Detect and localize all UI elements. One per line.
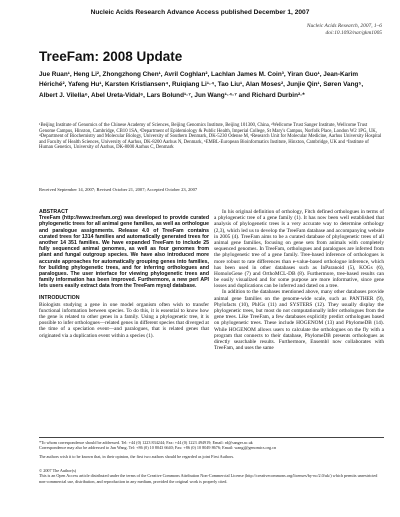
body-paragraph: In his original definition of orthology, Fitch defined orthologues in terms of a phylogenetic tree of a gene family (1). It has now been well established that analysis of phylogenetic trees is a very accurate way to determine orthology (2,3), which led us to develop the TreeFam database and accompanying website in 2005 (4). TreeFam aims to be a curated database of phylogenetic trees of all animal gene families, focusing on gene sets from animals with completely sequenced genomes. In TreeFam, orthologues and paralogues are inferred from the phylogenetic tree of a gene family. Tree-based inference of orthologues is more robust to rate differences than e-value-based orthologue inference, which has been used in other databases such as InParanoid (5), KOGs (6), HomoloGene (7) and OrthoMCL-DB (8). Furthermore, tree-based results can be easily visualized and for some purpose are more informative, since gene losses and duplications can be inferred and dated on a tree. — [214, 209, 384, 290]
author-list: Jue Ruan¹, Heng Li², Zhongzhong Chen¹, Avril Coghlan², Lachlan James M. Coin³, Yiran Guo¹, Jean-Karim Hériché², Yafeng Hu¹, Karsten Kristiansen⁴, Ruiqiang Li¹·⁴, Tao Liu¹, Alan Moses², Junjie Qin¹, Søren Vang⁵, Albert J. Vilella⁶, Abel Ureta-Vidal⁶, Lars Bolund¹·⁷, Jun Wang¹·⁴·⁷ and Richard Durbin²·* — [39, 71, 364, 99]
footnote-divider — [39, 437, 384, 438]
copyright-line: © 2007 The Author(s) — [39, 468, 77, 473]
footnote: *To whom correspondence should be addressed. Tel: +44 (0) 1223 834244; Fax: +44 (0) 1223 494919; Email: rd@sanger.ac.uk — [39, 440, 253, 445]
journal-citation — [307, 23, 382, 37]
introduction-text: Biologists studying a gene in one model organism often wish to transfer functional information between species. To do this, it is essential to know how the gene is related to other genes in a family. Using a phylogenetic tree, it is possible to infer orthologues—related genes in different species that diverged at the time of a speciation event—and paralogues, that is related genes that originated via a duplication event within a species (1). — [39, 301, 209, 339]
right-column — [214, 209, 384, 351]
journal-issue: Nucleic Acids Research, 2007, 1–6 — [306, 23, 382, 29]
abstract-heading: ABSTRACT — [39, 209, 69, 215]
abstract-text: TreeFam (http://www.treefam.org) was developed to provide curated phylogenetic trees for all animal gene families, as well as orthologue and paralogue assignments. Release 4.0 of TreeFam contains curated trees for 1314 families and automatically generated trees for another 14 351 families. We have expanded TreeFam to include 25 fully sequenced animal genomes, as well as four genomes from plant and fungal outgroup species. We have also introduced more accurate approaches for automatically grouping genes into families, for building phylogenetic trees, and for inferring orthologues and paralogues. The user interface for viewing phylogenetic trees and family information has been improved. Furthermore, a new perl API lets users easily extract data from the TreeFam mysql database. — [39, 215, 209, 290]
footnote: The authors wish it to be known that, in their opinion, the first two authors should be regarded as joint First Authors. — [39, 453, 235, 459]
journal-doi: doi:10.1093/nar/gkm1005 — [325, 30, 382, 36]
footnotes — [39, 440, 384, 459]
introduction-heading: INTRODUCTION — [39, 295, 80, 302]
paper-title: TreeFam: 2008 Update — [39, 49, 183, 64]
license-text: This is an Open Access article distributed under the terms of the Creative Commons Attribution Non-Commercial License (http://creativecommons.org/licenses/by-nc/2.0/uk/) which permits unrestricted non-commercial use, distribution, and reproduction in any medium, provided the original work is properly cited. — [39, 473, 378, 484]
received-dates: Received September 14, 2007; Revised October 21, 2007; Accepted October 23, 2007 — [39, 187, 198, 192]
advance-access-banner: Nucleic Acids Research Advance Access published December 1, 2007 — [90, 9, 310, 16]
left-column — [39, 209, 209, 339]
affiliations: ¹Beijing Institute of Genomics of the Chinese Academy of Sciences, Beijing Genomics Institute, Beijing 101300, China, ²Wellcome Trust Sanger Institute, Wellcome Trust Genome Campus, Hinxton, Cambridge, CB10 1SA, ³Department of Epidemiology & Public Health, Imperial College, St Mary's Campus, Norfolk Place, London W2 1PG, UK, ⁴Department of Biochemistry and Molecular Biology, University of Southern Denmark, DK-5230 Odense M, ⁵Research Unit for Molecular Medicine, Aarhus University Hospital and Faculty of Health Sciences, University of Aarhus, DK-8200 Aarhus N, Denmark, ⁶EMBL-European Bioinformatics Institute, Hinxton, Cambridge, UK and ⁷Institute of Human Genetics, University of Aarhus, DK-8000 Aarhus C, Denmark — [39, 123, 382, 151]
footnote: Correspondence may also be addressed to Jun Wang. Tel: +86 (0) 10 8043 6640; Fax: +86 (0) 10 8049 8676; Email: wangj@genomics.org.cn — [39, 445, 277, 451]
body-paragraph: In addition to the databases mentioned above, many other databases provide animal gene families on the genome-wide scale, such as PANTHER (9), Phylofacts (10), PhIGs (11) and SYSTERS (12). They usually display the phylogenetic trees, but most do not computationally infer orthologues from the gene trees. Like TreeFam, a few databases explicitly predict orthologues based on phylogenetic trees. These include HOGENOM (13) and PhylomeDB (14). While HOGENOM allows users to calculate the orthologues on the fly with a program that connects to their database, PhylomeDB presents orthologues as directly searchable results. Furthermore, Ensembl now collaborates with TreeFam, and uses the same — [214, 289, 384, 352]
copyright-notice — [39, 468, 384, 484]
